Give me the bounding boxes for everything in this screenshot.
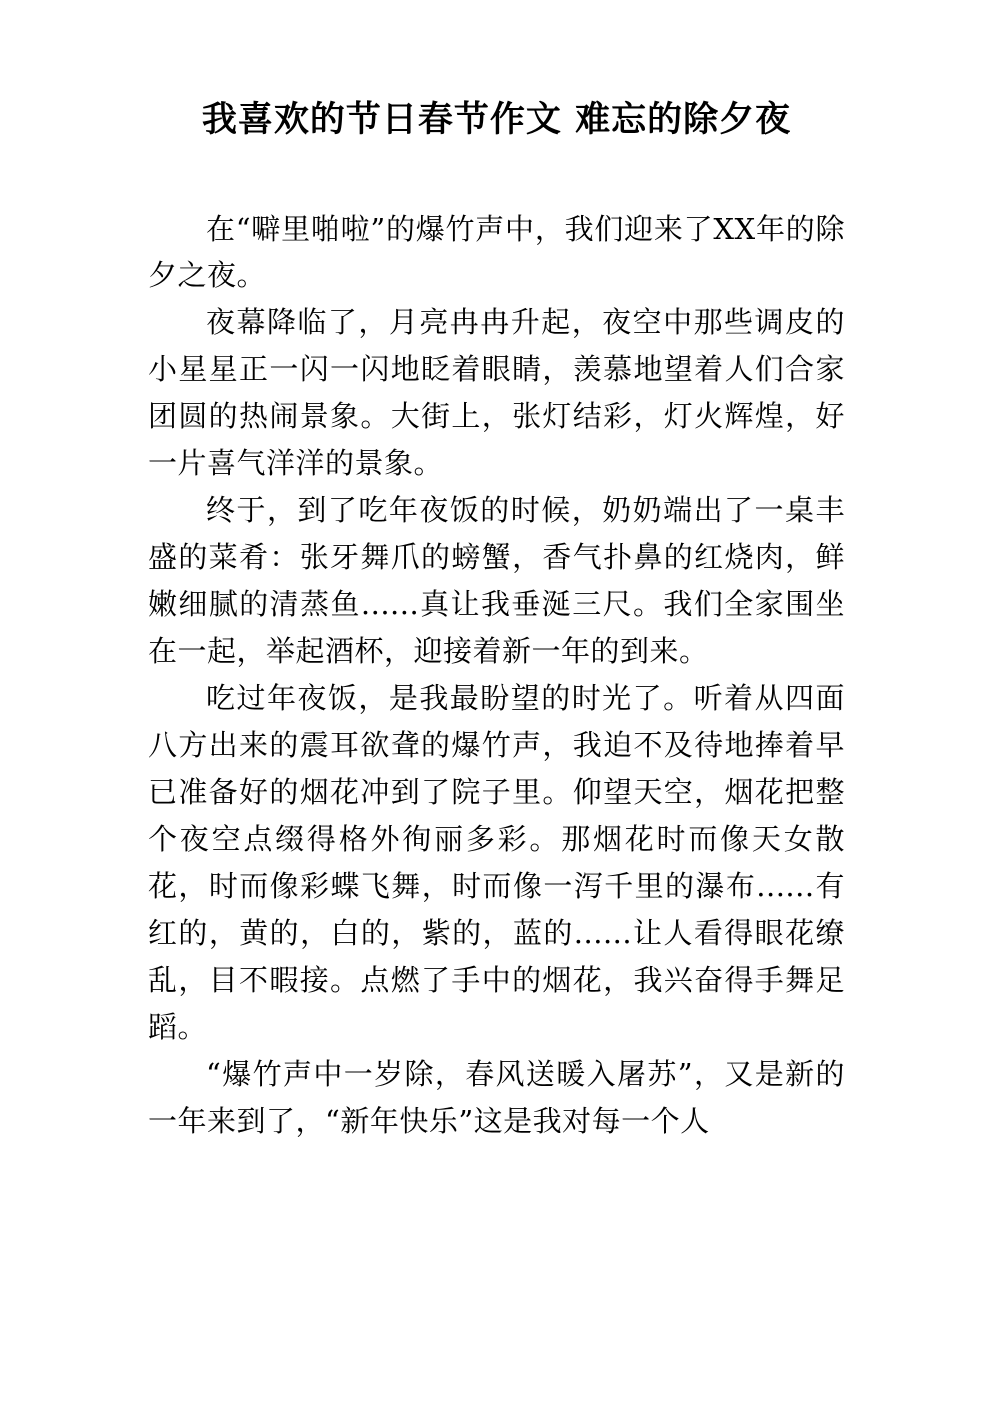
paragraph: 终于，到了吃年夜饭的时候，奶奶端出了一桌丰盛的菜肴：张牙舞爪的螃蟹，香气扑鼻的红烧肉，鲜嫩细腻的清蒸鱼......真让我垂涎三尺。我们全家围坐在一起，举起酒杯，迎接着新一年的到来。 — [148, 493, 845, 669]
document-body — [148, 206, 845, 1145]
paragraph: 在“噼里啪啦”的爆竹声中，我们迎来了XX年的除夕之夜。 — [148, 211, 845, 293]
paragraph: 吃过年夜饭，是我最盼望的时光了。听着从四面八方出来的震耳欲聋的爆竹声，我迫不及待地捧着早已准备好的烟花冲到了院子里。仰望天空，烟花把整个夜空点缀得格外徇丽多彩。那烟花时而像天女散花，时而像彩蝶飞舞，时而像一泻千里的瀑布......有红的，黄的，白的，紫的，蓝的......让人看得眼花缭乱，目不暇接。点燃了手中的烟花，我兴奋得手舞足蹈。 — [148, 681, 845, 1044]
paragraph: “爆竹声中一岁除，春风送暖入屠苏”，又是新的一年来到了，“新年快乐”这是我对每一个人 — [148, 1056, 845, 1138]
paragraph: 夜幕降临了，月亮冉冉升起，夜空中那些调皮的小星星正一闪一闪地眨着眼睛，羡慕地望着人们合家团圆的热闹景象。大街上，张灯结彩，灯火辉煌，好一片喜气洋洋的景象。 — [148, 305, 845, 481]
page-title: 我喜欢的节日春节作文 难忘的除夕夜 — [201, 100, 792, 140]
